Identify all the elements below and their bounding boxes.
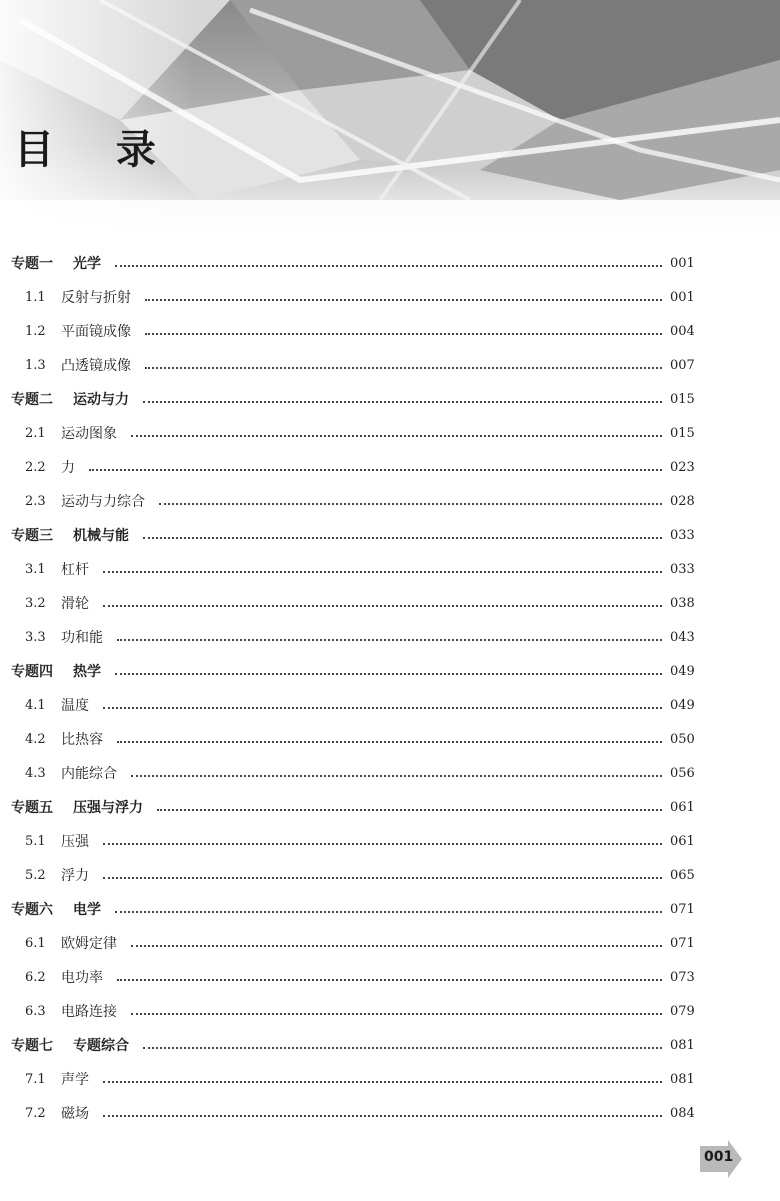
toc-entry-title: 滑轮 <box>61 596 89 612</box>
toc-section-row[interactable] <box>0 452 780 482</box>
dot-leader <box>157 809 662 811</box>
dot-leader <box>145 333 662 335</box>
toc-entry-title: 反射与折射 <box>61 290 131 306</box>
toc-section-row[interactable] <box>0 622 780 652</box>
toc-entry-number: 6.2 <box>25 969 46 985</box>
toc-entry-number: 3.3 <box>25 629 46 645</box>
page-number: 001 <box>704 1149 734 1165</box>
toc-entry-number: 7.1 <box>25 1071 46 1087</box>
toc-entry-title: 电学 <box>73 902 101 918</box>
toc-entry-page: 007 <box>670 357 695 373</box>
dot-leader <box>131 435 662 437</box>
dot-leader <box>131 945 662 947</box>
toc-entry-number: 5.2 <box>25 867 46 883</box>
toc-entry-title: 电路连接 <box>61 1004 117 1020</box>
toc-entry-number: 1.1 <box>25 289 46 305</box>
toc-entry-title: 专题综合 <box>73 1038 129 1054</box>
toc-entry-page: 004 <box>670 323 695 339</box>
toc-section-row[interactable] <box>0 316 780 346</box>
toc-section-row[interactable] <box>0 1064 780 1094</box>
toc-entry-number: 1.3 <box>25 357 46 373</box>
toc-section-row[interactable] <box>0 962 780 992</box>
toc-entry-number: 1.2 <box>25 323 46 339</box>
toc-entry-page: 065 <box>670 867 695 883</box>
toc-entry-page: 071 <box>670 935 695 951</box>
toc-entry-title: 比热容 <box>61 732 103 748</box>
dot-leader <box>143 401 662 403</box>
toc-entry-title: 机械与能 <box>73 528 129 544</box>
toc-entry-title: 磁场 <box>61 1106 89 1122</box>
toc-section-row[interactable] <box>0 690 780 720</box>
toc-entry-number: 2.1 <box>25 425 46 441</box>
toc-entry-title: 光学 <box>73 256 101 272</box>
toc-section-row[interactable] <box>0 282 780 312</box>
dot-leader <box>143 1047 662 1049</box>
toc-entry-page: 049 <box>670 663 695 679</box>
toc-entry-page: 033 <box>670 527 695 543</box>
toc-entry-title: 温度 <box>61 698 89 714</box>
toc-entry-page: 001 <box>670 255 695 271</box>
dot-leader <box>131 775 662 777</box>
toc-entry-number: 7.2 <box>25 1105 46 1121</box>
dot-leader <box>89 469 662 471</box>
toc-entry-title: 功和能 <box>61 630 103 646</box>
toc-entry-title: 运动与力 <box>73 392 129 408</box>
dot-leader <box>103 1081 662 1083</box>
toc-entry-page: 001 <box>670 289 695 305</box>
toc-entry-title: 内能综合 <box>61 766 117 782</box>
dot-leader <box>103 571 662 573</box>
toc-entry-title: 力 <box>61 460 75 476</box>
dot-leader <box>115 911 662 913</box>
toc-entry-page: 050 <box>670 731 695 747</box>
toc-chapter-row[interactable] <box>0 248 780 278</box>
toc-entry-number: 3.1 <box>25 561 46 577</box>
toc-entry-page: 084 <box>670 1105 695 1121</box>
toc-entry-title: 运动与力综合 <box>61 494 145 510</box>
dot-leader <box>131 1013 662 1015</box>
toc-entry-page: 043 <box>670 629 695 645</box>
toc-entry-number: 2.3 <box>25 493 46 509</box>
toc-section-row[interactable] <box>0 350 780 380</box>
toc-entry-number: 专题一 <box>11 256 53 272</box>
toc-chapter-row[interactable] <box>0 384 780 414</box>
toc-entry-page: 049 <box>670 697 695 713</box>
toc-chapter-row[interactable] <box>0 894 780 924</box>
toc-entry-number: 4.3 <box>25 765 46 781</box>
toc-chapter-row[interactable] <box>0 656 780 686</box>
toc-section-row[interactable] <box>0 554 780 584</box>
toc-entry-page: 081 <box>670 1071 695 1087</box>
toc-entry-page: 056 <box>670 765 695 781</box>
toc-entry-title: 平面镜成像 <box>61 324 131 340</box>
toc-entry-page: 061 <box>670 799 695 815</box>
toc-section-row[interactable] <box>0 860 780 890</box>
toc-entry-number: 4.1 <box>25 697 46 713</box>
page-number-badge <box>700 1140 742 1178</box>
toc-chapter-row[interactable] <box>0 792 780 822</box>
toc-section-row[interactable] <box>0 928 780 958</box>
toc-entry-title: 运动图象 <box>61 426 117 442</box>
toc-entry-page: 073 <box>670 969 695 985</box>
dot-leader <box>117 741 662 743</box>
toc-entry-page: 079 <box>670 1003 695 1019</box>
toc-entry-number: 3.2 <box>25 595 46 611</box>
toc-entry-title: 杠杆 <box>61 562 89 578</box>
toc-entry-number: 专题二 <box>11 392 53 408</box>
toc-entry-title: 电功率 <box>61 970 103 986</box>
dot-leader <box>115 673 662 675</box>
toc-section-row[interactable] <box>0 486 780 516</box>
dot-leader <box>143 537 662 539</box>
dot-leader <box>115 265 662 267</box>
toc-entry-page: 015 <box>670 425 695 441</box>
dot-leader <box>159 503 662 505</box>
toc-entry-number: 6.3 <box>25 1003 46 1019</box>
toc-entry-page: 015 <box>670 391 695 407</box>
dot-leader <box>103 877 662 879</box>
toc-entry-page: 038 <box>670 595 695 611</box>
toc-section-row[interactable] <box>0 588 780 618</box>
toc-section-row[interactable] <box>0 996 780 1026</box>
toc-section-row[interactable] <box>0 758 780 788</box>
toc-entry-number: 专题六 <box>11 902 53 918</box>
toc-entry-title: 浮力 <box>61 868 89 884</box>
toc-entry-page: 033 <box>670 561 695 577</box>
toc-section-row[interactable] <box>0 1098 780 1128</box>
dot-leader <box>145 299 662 301</box>
dot-leader <box>117 979 662 981</box>
toc-entry-page: 081 <box>670 1037 695 1053</box>
toc-section-row[interactable] <box>0 724 780 754</box>
toc-entry-number: 专题三 <box>11 528 53 544</box>
dot-leader <box>103 707 662 709</box>
toc-entry-title: 声学 <box>61 1072 89 1088</box>
toc-entry-number: 专题七 <box>11 1038 53 1054</box>
toc-entry-page: 071 <box>670 901 695 917</box>
toc-entry-title: 热学 <box>73 664 101 680</box>
toc-entry-title: 欧姆定律 <box>61 936 117 952</box>
toc-chapter-row[interactable] <box>0 520 780 550</box>
toc-entry-page: 061 <box>670 833 695 849</box>
toc-entry-page: 023 <box>670 459 695 475</box>
dot-leader <box>103 1115 662 1117</box>
toc-entry-page: 028 <box>670 493 695 509</box>
dot-leader <box>103 605 662 607</box>
toc-entry-number: 专题四 <box>11 664 53 680</box>
toc-chapter-row[interactable] <box>0 1030 780 1060</box>
toc-section-row[interactable] <box>0 418 780 448</box>
dot-leader <box>145 367 662 369</box>
toc-entry-number: 2.2 <box>25 459 46 475</box>
toc-entry-number: 专题五 <box>11 800 53 816</box>
toc-entry-title: 压强 <box>61 834 89 850</box>
toc-entry-number: 4.2 <box>25 731 46 747</box>
toc-entry-number: 5.1 <box>25 833 46 849</box>
toc-entry-title: 压强与浮力 <box>73 800 143 816</box>
dot-leader <box>117 639 662 641</box>
dot-leader <box>103 843 662 845</box>
toc-entry-number: 6.1 <box>25 935 46 951</box>
page-title: 目 录 <box>14 126 180 173</box>
toc-section-row[interactable] <box>0 826 780 856</box>
toc-entry-title: 凸透镜成像 <box>61 358 131 374</box>
